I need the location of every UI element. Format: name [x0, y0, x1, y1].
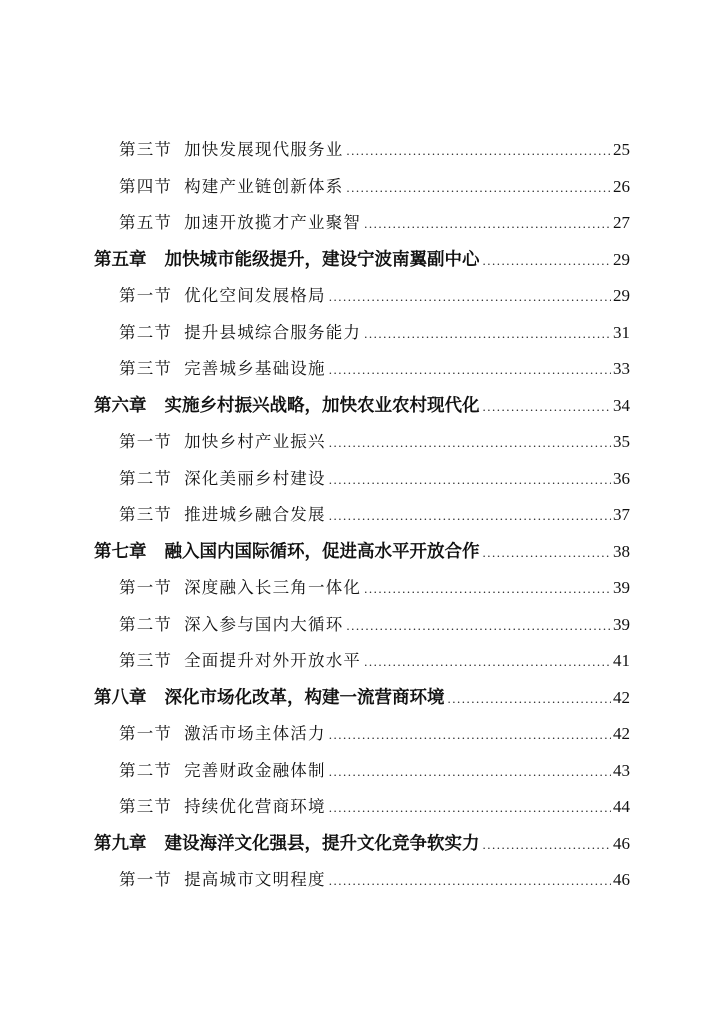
toc-entry[interactable] [119, 461, 630, 497]
toc-entry[interactable] [119, 351, 630, 387]
toc-entry[interactable] [119, 570, 630, 606]
toc-entry[interactable] [119, 315, 630, 351]
chapter-title: 建设海洋文化强县，提升文化竞争软实力 [164, 833, 480, 854]
entry-page-number: 26 [613, 176, 630, 196]
entry-number: 第二节 [119, 760, 173, 780]
entry-page-number: 31 [613, 322, 630, 342]
dot-leader [483, 389, 612, 425]
dot-leader [448, 681, 612, 717]
dot-leader [483, 535, 612, 571]
chapter-number: 第八章 [94, 687, 147, 708]
entry-page-number: 43 [613, 760, 630, 780]
entry-page-number: 39 [613, 578, 630, 597]
entry-number: 第三节 [119, 505, 173, 524]
entry-number: 第三节 [119, 359, 173, 378]
chapter-title: 加快城市能级提升，建设宁波南翼副中心 [164, 249, 480, 270]
chapter-number: 第九章 [94, 833, 147, 854]
chapter-number: 第五章 [94, 249, 147, 270]
entry-number: 第三节 [119, 140, 173, 159]
dot-leader [329, 352, 611, 388]
dot-leader [346, 608, 611, 644]
chapter-number: 第七章 [94, 541, 147, 562]
dot-leader [329, 754, 611, 790]
toc-entry[interactable] [119, 643, 630, 679]
dot-leader [329, 462, 611, 498]
entry-number: 第二节 [119, 322, 173, 342]
entry-page-number: 25 [613, 140, 630, 159]
dot-leader [329, 790, 611, 826]
chapter-title: 融入国内国际循环，促进高水平开放合作 [164, 541, 480, 562]
entry-title: 完善城乡基础设施 [184, 359, 326, 378]
entry-title: 加快乡村产业振兴 [184, 432, 326, 451]
entry-title: 提升县城综合服务能力 [184, 322, 362, 342]
entry-number: 第三节 [119, 797, 173, 816]
entry-title: 加快发展现代服务业 [184, 140, 344, 159]
dot-leader [329, 279, 611, 315]
dot-leader [364, 206, 611, 242]
toc-entry[interactable] [119, 132, 630, 168]
entry-page-number: 35 [613, 432, 630, 451]
entry-title: 提高城市文明程度 [184, 870, 326, 889]
toc-entry[interactable] [119, 716, 630, 752]
entry-number: 第一节 [119, 578, 173, 597]
entry-number: 第五节 [119, 213, 173, 232]
toc-entry[interactable] [119, 862, 630, 898]
dot-leader [364, 571, 611, 607]
chapter-page-number: 34 [613, 395, 630, 415]
chapter-page-number: 29 [613, 249, 630, 269]
entry-page-number: 41 [613, 651, 630, 670]
entry-page-number: 29 [613, 286, 630, 305]
toc-chapter-entry[interactable] [94, 826, 630, 862]
entry-number: 第二节 [119, 468, 173, 488]
chapter-page-number: 46 [613, 833, 630, 853]
dot-leader [364, 644, 611, 680]
dot-leader [483, 243, 612, 279]
chapter-page-number: 42 [613, 687, 630, 707]
entry-number: 第一节 [119, 286, 173, 305]
dot-leader [329, 863, 611, 899]
toc-entry[interactable] [119, 278, 630, 314]
entry-title: 推进城乡融合发展 [184, 505, 326, 524]
entry-page-number: 36 [613, 468, 630, 488]
entry-number: 第一节 [119, 870, 173, 889]
dot-leader [346, 133, 611, 169]
entry-number: 第一节 [119, 432, 173, 451]
entry-title: 全面提升对外开放水平 [184, 651, 362, 670]
chapter-title: 深化市场化改革，构建一流营商环境 [164, 687, 445, 708]
entry-page-number: 33 [613, 359, 630, 378]
entry-title: 优化空间发展格局 [184, 286, 326, 305]
chapter-page-number: 38 [613, 541, 630, 561]
dot-leader [329, 498, 611, 534]
dot-leader [346, 170, 611, 206]
dot-leader [329, 425, 611, 461]
toc-entry[interactable] [119, 205, 630, 241]
chapter-title: 实施乡村振兴战略，加快农业农村现代化 [164, 395, 480, 416]
entry-page-number: 27 [613, 213, 630, 232]
entry-title: 构建产业链创新体系 [184, 176, 344, 196]
entry-title: 激活市场主体活力 [184, 724, 326, 743]
dot-leader [483, 827, 612, 863]
entry-page-number: 44 [613, 797, 630, 816]
entry-page-number: 42 [613, 724, 630, 743]
entry-page-number: 37 [613, 505, 630, 524]
entry-page-number: 39 [613, 614, 630, 634]
entry-number: 第四节 [119, 176, 173, 196]
toc-chapter-entry[interactable] [94, 242, 630, 278]
toc-chapter-entry[interactable] [94, 388, 630, 424]
entry-title: 完善财政金融体制 [184, 760, 326, 780]
toc-entry[interactable] [119, 753, 630, 789]
entry-title: 深入参与国内大循环 [184, 614, 344, 634]
toc-chapter-entry[interactable] [94, 680, 630, 716]
toc-entry[interactable] [119, 497, 630, 533]
entry-number: 第二节 [119, 614, 173, 634]
dot-leader [364, 316, 611, 352]
entry-page-number: 46 [613, 870, 630, 889]
entry-number: 第一节 [119, 724, 173, 743]
toc-entry[interactable] [119, 169, 630, 205]
entry-title: 深化美丽乡村建设 [184, 468, 326, 488]
chapter-number: 第六章 [94, 395, 147, 416]
toc-entry[interactable] [119, 789, 630, 825]
entry-title: 持续优化营商环境 [184, 797, 326, 816]
entry-title: 加速开放揽才产业聚智 [184, 213, 362, 232]
toc-entry[interactable] [119, 424, 630, 460]
toc-entry[interactable] [119, 607, 630, 643]
toc-chapter-entry[interactable] [94, 534, 630, 570]
entry-title: 深度融入长三角一体化 [184, 578, 362, 597]
entry-number: 第三节 [119, 651, 173, 670]
dot-leader [329, 717, 611, 753]
